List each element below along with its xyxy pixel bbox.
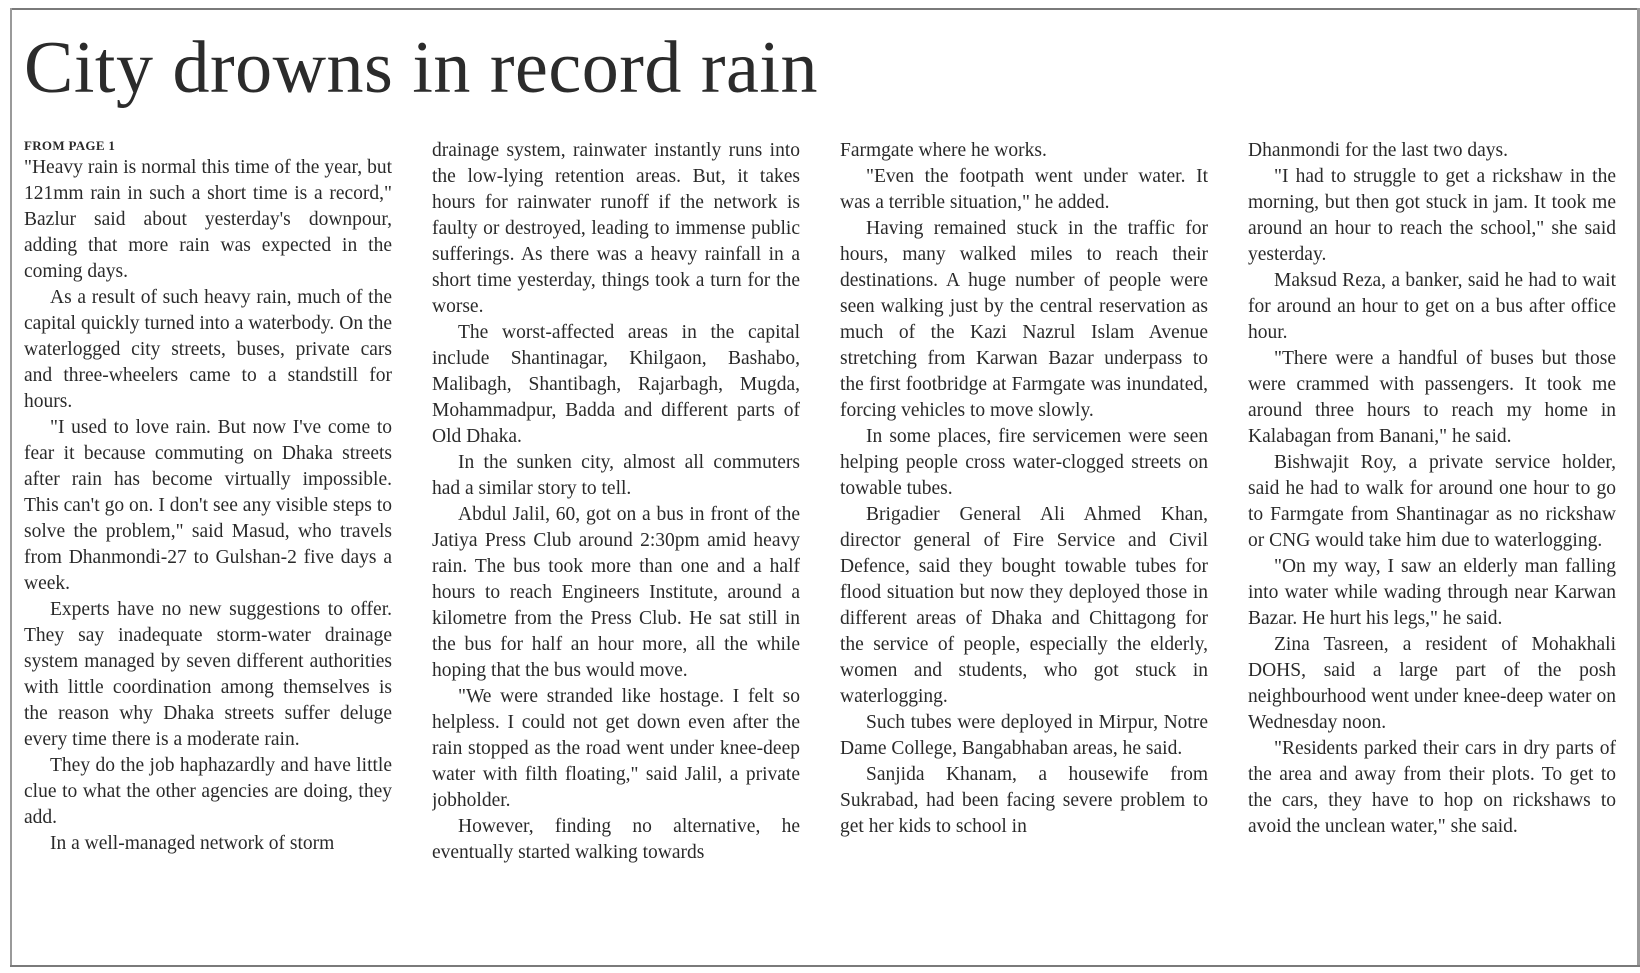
top-rule	[10, 8, 1640, 10]
paragraph: "I used to love rain. But now I've come to fear it because commuting on Dhaka streets after rain has become virtually impossible. This can't go on. I don't see any visible steps to solve the problem," said Masud, who travels from Dhanmondi-27 to Gulshan-2 five days a week.	[24, 417, 392, 594]
paragraph: They do the job haphazardly and have little clue to what the other agencies are doing, they add.	[24, 755, 392, 828]
article-column-4	[1248, 138, 1616, 956]
kicker: FROM PAGE 1	[24, 138, 116, 153]
paragraph: "We were stranded like hostage. I felt so helpless. I could not get down even after the rain stopped as the road went under knee-deep water with filth floating," said Jalil, a private jobholder.	[432, 686, 800, 811]
paragraph: Sanjida Khanam, a housewife from Sukrabad, had been facing severe problem to get her kids to school in	[840, 764, 1208, 837]
paragraph: As a result of such heavy rain, much of the capital quickly turned into a waterbody. On the waterlogged city streets, buses, private cars and three-wheelers came to a standstill for hours.	[24, 287, 392, 412]
paragraph: Bishwajit Roy, a private service holder, said he had to walk for around one hour to go to Farmgate from Shantinagar as no rickshaw or CNG would take him due to waterlogging.	[1248, 452, 1616, 551]
paragraph: Dhanmondi for the last two days.	[1248, 140, 1508, 161]
paragraph: Having remained stuck in the traffic for hours, many walked miles to reach their destinations. A huge number of people were seen walking just by the central reservation as much of the Kazi Nazrul Islam Avenue stretching from Karwan Bazar underpass to the first footbridge at Farmgate was inundated, forcing vehicles to move slowly.	[840, 218, 1208, 421]
headline: City drowns in record rain	[24, 27, 818, 109]
paragraph: "On my way, I saw an elderly man falling into water while wading through near Karwan Bazar. He hurt his legs," he said.	[1248, 556, 1616, 629]
article-column-2	[432, 138, 800, 956]
paragraph: "I had to struggle to get a rickshaw in the morning, but then got stuck in jam. It took me around an hour to reach the school," she said yesterday.	[1248, 166, 1616, 265]
paragraph: In a well-managed network of storm	[50, 833, 335, 854]
article-column-1	[24, 138, 392, 956]
paragraph: However, finding no alternative, he eventually started walking towards	[432, 816, 800, 863]
paragraph: "Even the footpath went under water. It was a terrible situation," he added.	[840, 166, 1208, 213]
paragraph: "Heavy rain is normal this time of the year, but 121mm rain in such a short time is a record," Bazlur said about yesterday's downpour, adding that more rain was expected in the coming days.	[24, 157, 392, 282]
paragraph: Such tubes were deployed in Mirpur, Notre Dame College, Bangabhaban areas, he said.	[840, 712, 1208, 759]
paragraph: Experts have no new suggestions to offer. They say inadequate storm-water drainage system managed by seven different authorities with little coordination among themselves is the reason why Dhaka streets suffer deluge every time there is a moderate rain.	[24, 599, 392, 750]
paragraph: Brigadier General Ali Ahmed Khan, director general of Fire Service and Civil Defence, said they bought towable tubes for flood situation but now they deployed those in different areas of Dhaka and Chittagong for the service of people, especially the elderly, women and students, who got stuck in waterlogging.	[840, 504, 1208, 707]
bottom-rule	[10, 965, 1640, 967]
paragraph: Maksud Reza, a banker, said he had to wait for around an hour to get on a bus after office hour.	[1248, 270, 1616, 343]
paragraph: Farmgate where he works.	[840, 140, 1047, 161]
left-rule	[10, 8, 12, 967]
paragraph: "There were a handful of buses but those were crammed with passengers. It took me around three hours to reach my home in Kalabagan from Banani," he said.	[1248, 348, 1616, 447]
paragraph: In some places, fire servicemen were seen helping people cross water-clogged streets on towable tubes.	[840, 426, 1208, 499]
paragraph: "Residents parked their cars in dry parts of the area and away from their plots. To get to the cars, they have to hop on rickshaws to avoid the unclean water," she said.	[1248, 738, 1616, 837]
paragraph: Zina Tasreen, a resident of Mohakhali DOHS, said a large part of the posh neighbourhood went under knee-deep water on Wednesday noon.	[1248, 634, 1616, 733]
article-column-3	[840, 138, 1208, 956]
paragraph: The worst-affected areas in the capital include Shantinagar, Khilgaon, Bashabo, Malibagh, Shantibagh, Rajarbagh, Mugda, Mohammadpur, Badda and different parts of Old Dhaka.	[432, 322, 800, 447]
paragraph: drainage system, rainwater instantly runs into the low-lying retention areas. But, it takes hours for rainwater runoff if the network is faulty or destroyed, leading to immense public sufferings. As there was a heavy rainfall in a short time yesterday, things took a turn for the worse.	[432, 140, 800, 317]
paragraph: Abdul Jalil, 60, got on a bus in front of the Jatiya Press Club around 2:30pm amid heavy rain. The bus took more than one and a half hours to reach Engineers Institute, around a kilometre from the Press Club. He sat still in the bus for half an hour more, all the while hoping that the bus would move.	[432, 504, 800, 681]
paragraph: In the sunken city, almost all commuters had a similar story to tell.	[432, 452, 800, 499]
